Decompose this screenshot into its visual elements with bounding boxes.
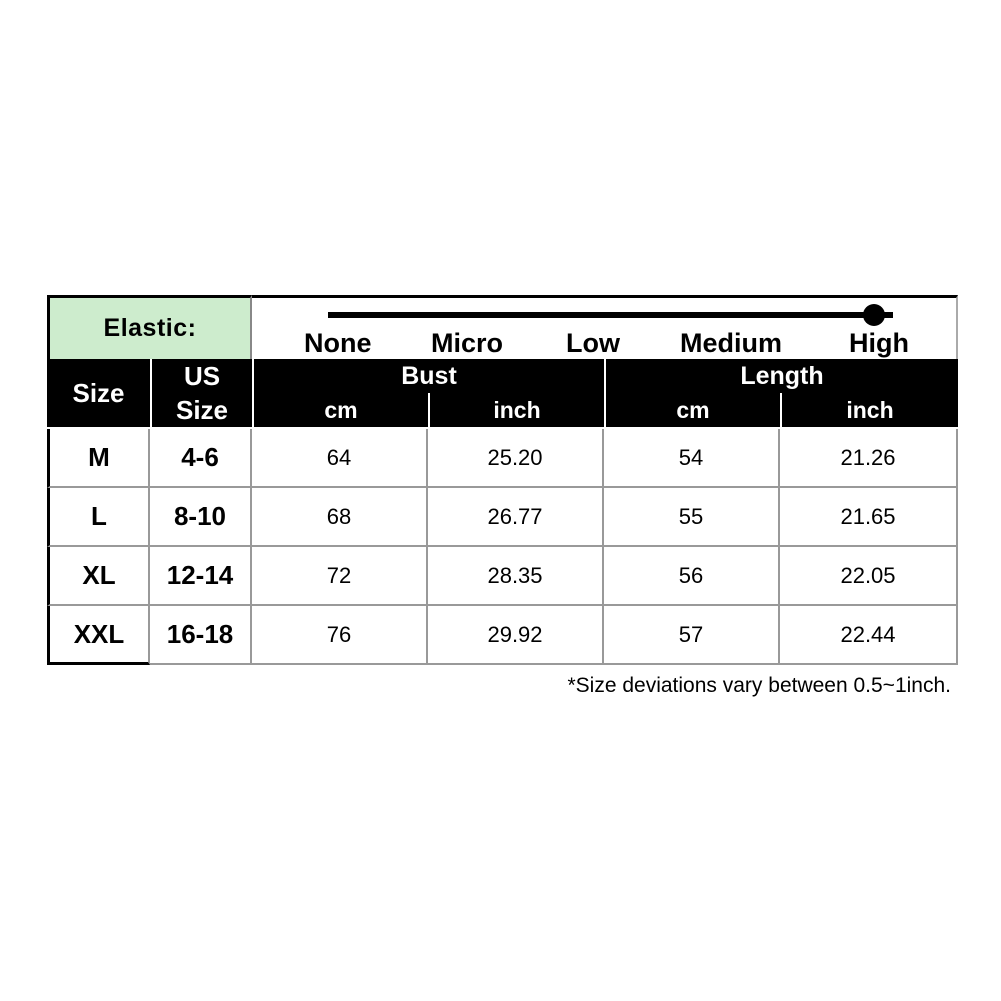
elastic-level-low: Low (566, 328, 620, 358)
elastic-scale-marker (863, 304, 885, 326)
header-bust: Bust (252, 359, 604, 393)
table-row (47, 547, 958, 606)
length-cm-cell: 54 (604, 429, 780, 488)
size-cell: L (47, 488, 150, 547)
bust-inch-cell: 26.77 (428, 488, 604, 547)
bust-inch-cell: 28.35 (428, 547, 604, 606)
elastic-scale (252, 295, 958, 359)
bust-inch-cell: 25.20 (428, 429, 604, 488)
length-cm-cell: 57 (604, 606, 780, 665)
length-inch-cell: 21.26 (780, 429, 958, 488)
header-length-inch: inch (780, 393, 958, 427)
elastic-level-none: None (304, 328, 372, 358)
header-bust-inch: inch (428, 393, 604, 427)
bust-cm-cell: 72 (252, 547, 428, 606)
bust-inch-cell: 29.92 (428, 606, 604, 665)
elastic-level-medium: Medium (680, 328, 783, 358)
size-cell: M (47, 429, 150, 488)
header-us-line1: US (183, 361, 221, 391)
table-row (47, 488, 958, 547)
length-inch-cell: 22.44 (780, 606, 958, 665)
us-size-cell: 12-14 (150, 547, 252, 606)
header-length: Length (604, 359, 958, 393)
size-deviation-note: *Size deviations vary between 0.5~1inch. (567, 674, 951, 697)
us-size-cell: 8-10 (150, 488, 252, 547)
us-size-cell: 16-18 (150, 606, 252, 665)
elastic-level-high: High (849, 328, 909, 358)
length-cm-cell: 55 (604, 488, 780, 547)
length-inch-cell: 21.65 (780, 488, 958, 547)
bust-cm-cell: 76 (252, 606, 428, 665)
us-size-cell: 4-6 (150, 429, 252, 488)
bust-cm-cell: 68 (252, 488, 428, 547)
header-size: Size (47, 359, 150, 427)
elastic-level-micro: Micro (431, 328, 504, 358)
length-inch-cell: 22.05 (780, 547, 958, 606)
header-length-cm: cm (604, 393, 780, 427)
table-row (47, 429, 958, 488)
header-us-size (150, 359, 252, 427)
size-chart (47, 295, 958, 668)
elastic-label: Elastic: (47, 295, 252, 359)
bust-cm-cell: 64 (252, 429, 428, 488)
length-cm-cell: 56 (604, 547, 780, 606)
header-us-line2: Size (175, 395, 229, 425)
size-cell: XL (47, 547, 150, 606)
table-row (47, 606, 958, 665)
header-bust-cm: cm (252, 393, 428, 427)
elastic-scale-line (328, 312, 893, 318)
size-cell: XXL (47, 606, 150, 665)
